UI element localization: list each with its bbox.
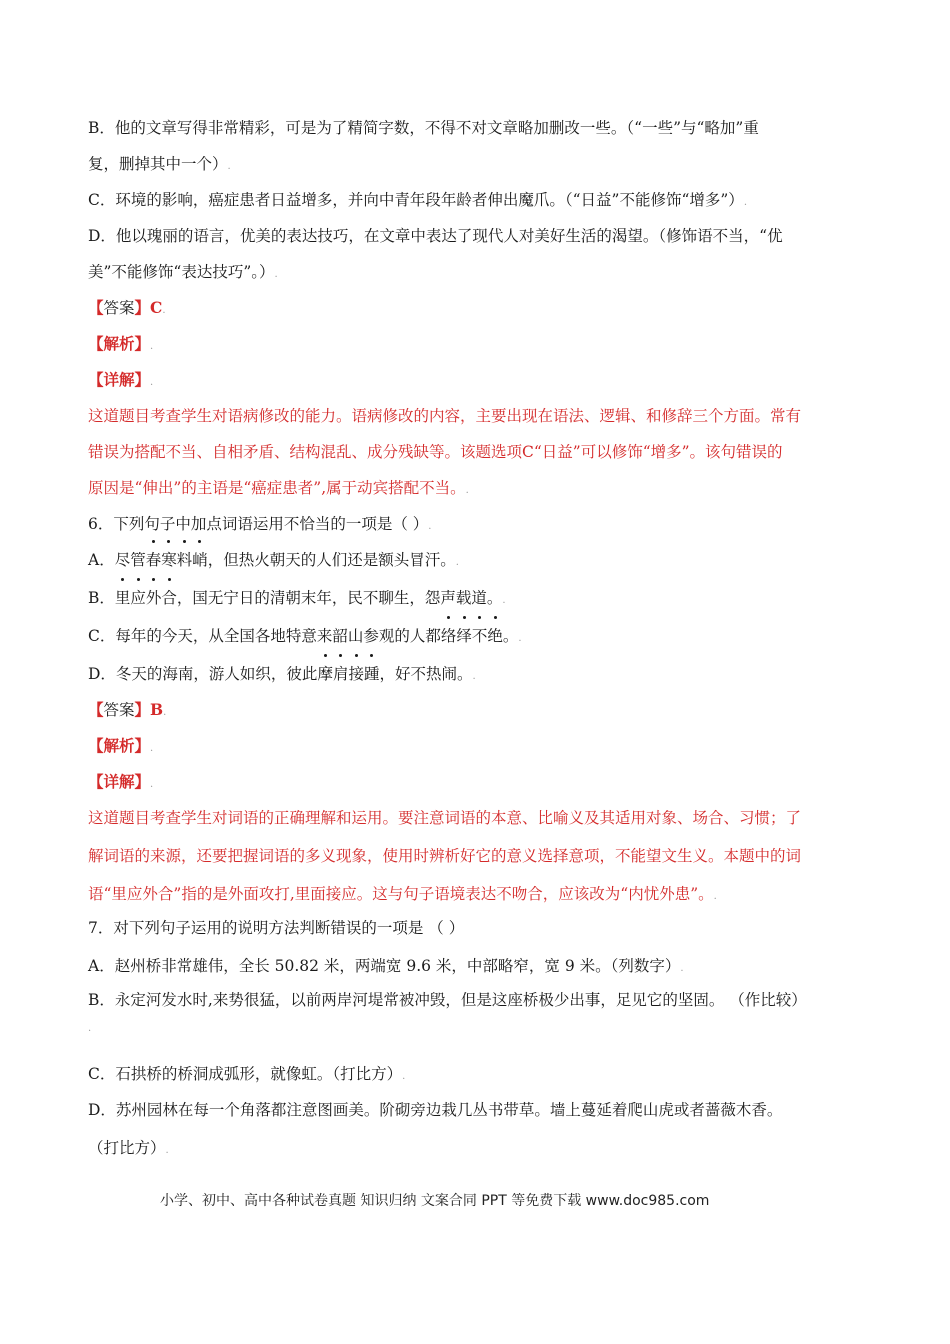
q6-detail-line-2: 解词语的来源，还要把握词语的多义现象，使用时辨析好它的意义选择意项，不能望文生义。本题中的词 <box>88 847 802 865</box>
answer-close-bracket: 】 <box>134 700 151 719</box>
answer-value: B <box>150 700 164 719</box>
q6-a-suffix: ，但热火朝天的人们还是额头冒汗。 <box>207 551 456 569</box>
paragraph-mark: . <box>713 891 717 902</box>
option-b-line-2-text: 复，删掉其中一个） <box>88 155 228 173</box>
answer-label: 答案 <box>103 299 135 317</box>
paragraph-mark: . <box>472 671 476 682</box>
analysis-label: 【解析】 <box>88 334 151 353</box>
q6-detail-line-3-text: 语“里应外合”指的是外面攻打,里面接应。这与句子语境表达不吻合，应该改为“内忧外患”。 <box>88 885 714 903</box>
paragraph-mark: . <box>163 707 167 718</box>
q6-detail-line-1: 这道题目考查学生对词语的正确理解和运用。要注意词语的本意、比喻义及其适用对象、场合、习惯；了 <box>88 809 802 827</box>
q6-stem <box>88 513 431 538</box>
option-d-line-2-text: 美”不能修饰“表达技巧”。） <box>88 263 275 281</box>
q6-d-word: 摩肩接踵 <box>317 665 380 683</box>
paragraph-mark: . <box>274 269 278 280</box>
q6-answer-line <box>88 699 166 724</box>
answer-open-bracket: 【 <box>88 700 104 719</box>
answer-label: 答案 <box>103 701 135 719</box>
q7-d2-text: （打比方） <box>88 1139 166 1157</box>
option-b-line-1: B．他的文章写得非常精彩，可是为了精简字数，不得不对文章略加删改一些。（“一些”与“略加”重 <box>88 119 759 137</box>
q5-detail-line-3-text: 原因是“伸出”的主语是“癌症患者”,属于动宾搭配不当。 <box>88 479 466 497</box>
paragraph-mark: . <box>150 743 154 754</box>
emphasis-dots <box>146 540 208 546</box>
option-c-text: C．环境的影响，癌症患者日益增多，并向中青年段年龄者伸出魔爪。（“日益”不能修饰“增多”） <box>88 191 744 209</box>
answer-open-bracket: 【 <box>88 298 104 317</box>
paragraph-mark: . <box>455 557 459 568</box>
paragraph-mark: . <box>743 197 747 208</box>
option-d-line-2 <box>88 261 278 286</box>
q6-c-word: 络绎不绝 <box>440 627 503 645</box>
q6-detail-line-3 <box>88 883 717 908</box>
option-c-line <box>88 189 747 214</box>
q5-detail-label-line <box>88 369 153 394</box>
q5-detail-line-3 <box>88 477 469 502</box>
detail-label: 【详解】 <box>88 772 151 791</box>
q6-option-b <box>88 587 506 612</box>
q5-detail-line-1: 这道题目考查学生对语病修改的能力。语病修改的内容，主要出现在语法、逻辑、和修辞三个方面。常有 <box>88 407 802 425</box>
q6-stem-text: 6．下列句子中加点词语运用不恰当的一项是（ ） <box>88 515 429 533</box>
paragraph-mark: . <box>465 485 469 496</box>
q6-b-word: 里应外合 <box>114 589 177 607</box>
q7-stem: 7．对下列句子运用的说明方法判断错误的一项是 （ ） <box>88 919 465 937</box>
q7-option-d-line-2 <box>88 1137 169 1162</box>
q7-option-d: D．苏州园林在每一个角落都注意图画美。阶砌旁边栽几丛书带草。墙上蔓延着爬山虎或者蔷薇木香。 <box>88 1101 783 1119</box>
q6-b-dotted-word <box>115 587 177 609</box>
q6-a-prefix: A．尽管 <box>88 551 146 569</box>
q5-analysis-line <box>88 333 153 358</box>
paragraph-mark: . <box>165 1145 169 1156</box>
detail-label: 【详解】 <box>88 370 151 389</box>
q7-option-a <box>88 955 684 980</box>
paragraph-mark: . <box>502 595 506 606</box>
paragraph-mark: . <box>402 1071 406 1082</box>
paragraph-mark: . <box>227 161 231 172</box>
q6-c-prefix: C．每年的今天，从全国各地特意来韶山参观的人都 <box>88 627 441 645</box>
answer-value: C <box>150 298 163 317</box>
q7-a-text: A．赵州桥非常雄伟，全长 50.82 米，两端宽 9.6 米，中部略窄，宽 9 米。（列数字） <box>88 957 681 975</box>
q5-answer-line <box>88 297 166 322</box>
answer-close-bracket: 】 <box>134 298 151 317</box>
q6-d-dotted-word <box>317 663 379 685</box>
emphasis-dots <box>441 616 503 622</box>
q6-d-prefix: D．冬天的海南，游人如织，彼此 <box>88 665 318 683</box>
q6-b-suffix: ，国无宁日的清朝末年，民不聊生，怨声载道。 <box>176 589 503 607</box>
paragraph-mark: . <box>518 633 522 644</box>
paragraph-mark: . <box>150 341 154 352</box>
paragraph-mark: . <box>162 305 166 316</box>
paragraph-mark: . <box>428 521 432 532</box>
q6-a-word: 春寒料峭 <box>145 551 208 569</box>
paragraph-mark: . <box>680 963 684 974</box>
emphasis-dots <box>115 578 177 584</box>
q6-option-a <box>88 549 459 574</box>
analysis-label: 【解析】 <box>88 736 151 755</box>
q6-option-d <box>88 663 476 688</box>
q6-c-suffix: 。 <box>502 627 519 645</box>
paragraph-mark: . <box>88 1023 92 1034</box>
q7-option-b: B．永定河发水时,来势很猛，以前两岸河堤常被冲毁，但是这座桥极少出事，足见它的坚固。 （作比较） <box>88 991 807 1009</box>
paragraph-mark: . <box>150 377 154 388</box>
q6-detail-label-line <box>88 771 153 796</box>
q7-option-b-mark <box>88 1015 91 1040</box>
q6-d-suffix: ，好不热闹。 <box>379 665 473 683</box>
paragraph-mark: . <box>150 779 154 790</box>
page-footer: 小学、初中、高中各种试卷真题 知识归纳 文案合同 PPT 等免费下载 www.doc985.com <box>160 1193 710 1209</box>
option-b-line-2 <box>88 153 231 178</box>
q6-b-prefix: B． <box>88 589 115 607</box>
q7-c-text: C．石拱桥的桥洞成弧形，就像虹。（打比方） <box>88 1065 403 1083</box>
option-d-line-1: D．他以瑰丽的语言，优美的表达技巧，在文章中表达了现代人对美好生活的渴望。（修饰语不当，“优 <box>88 227 783 245</box>
emphasis-dots <box>317 654 379 660</box>
q6-option-c <box>88 625 522 650</box>
q6-c-dotted-word <box>441 625 503 647</box>
q5-detail-line-2: 错误为搭配不当、自相矛盾、结构混乱、成分残缺等。该题选项C“日益”可以修饰“增多”。该句错误的 <box>88 443 783 461</box>
q6-analysis-line <box>88 735 153 760</box>
q7-option-c <box>88 1063 405 1088</box>
q6-a-dotted-word <box>146 549 208 571</box>
